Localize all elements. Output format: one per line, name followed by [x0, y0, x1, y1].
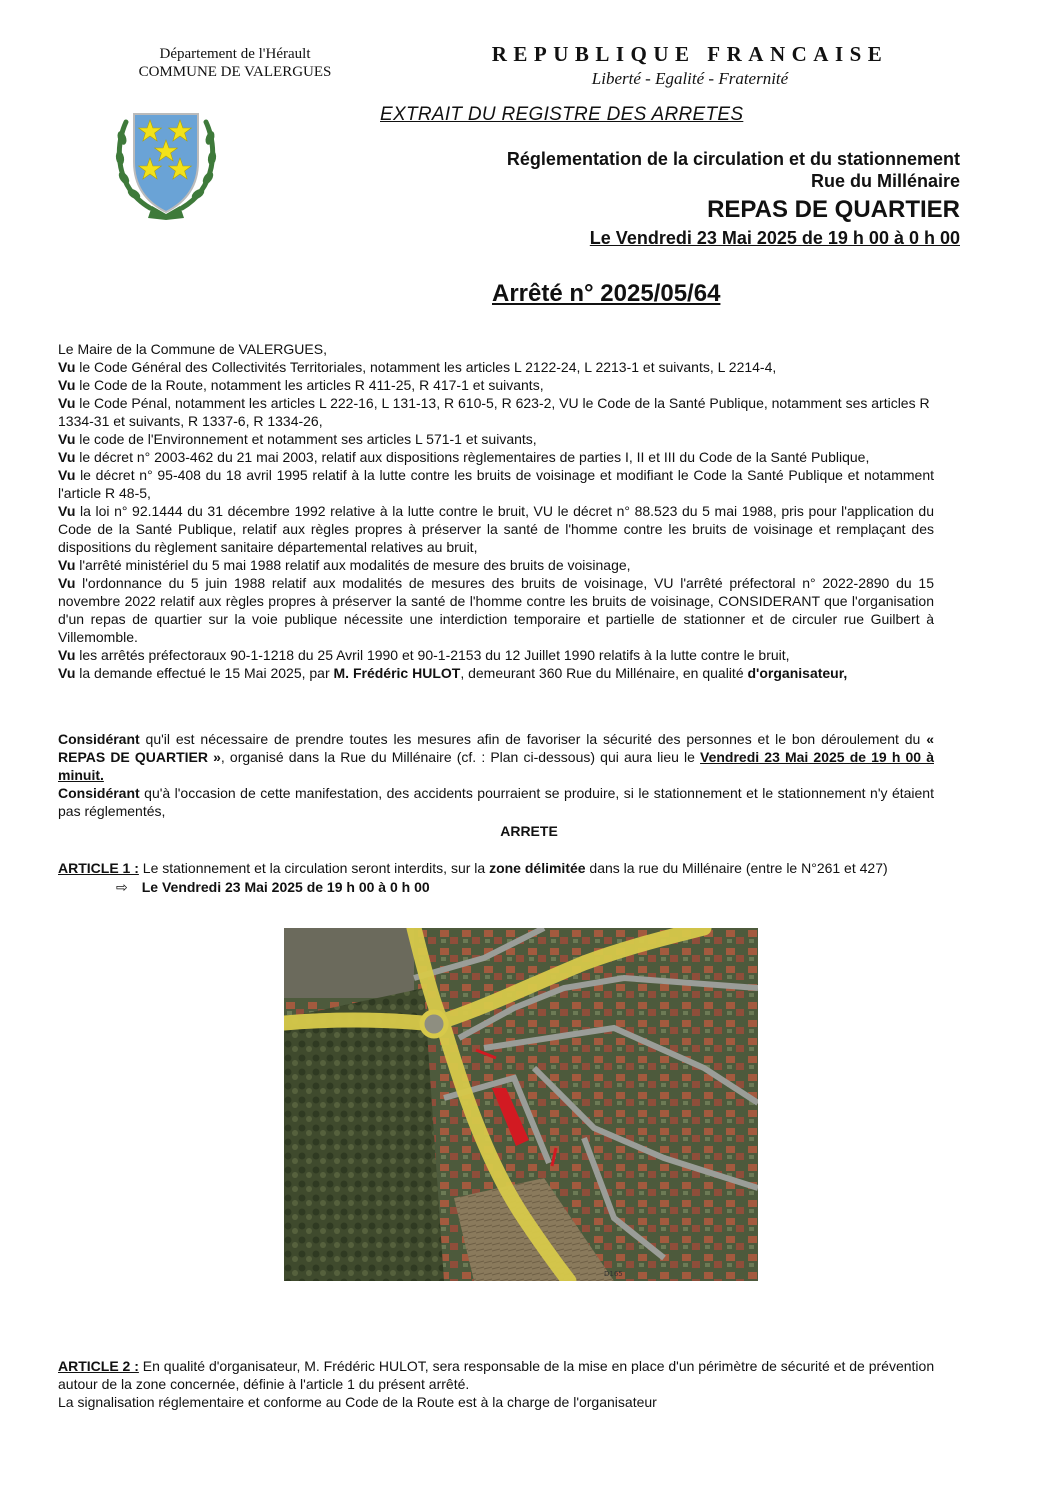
- visa-line: Vu les arrêtés préfectoraux 90-1-1218 du 25 Avril 1990 et 90-1-2153 du 12 Juillet 1990 relatifs à la lutte contre le bruit,: [58, 647, 790, 663]
- article-1-date: ⇨ Le Vendredi 23 Mai 2025 de 19 h 00 à 0 h 00: [116, 879, 430, 895]
- visa-line: Vu le Code de la Route, notamment les articles R 411-25, R 417-1 et suivants,: [58, 377, 544, 393]
- commune-text: COMMUNE DE VALERGUES: [138, 64, 332, 80]
- devise-text: Liberté - Egalité - Fraternité: [591, 69, 789, 88]
- visa-line: Vu la demande effectué le 15 Mai 2025, par M. Frédéric HULOT, demeurant 360 Rue du Millénaire, en qualité d'organisateur,: [58, 665, 848, 681]
- considerants-block: [58, 730, 934, 820]
- title-line-1: Réglementation de la circulation et du stationnement: [506, 149, 960, 169]
- departement-text: Département de l'Hérault: [159, 46, 311, 62]
- considerant-1: Considérant qu'il est nécessaire de prendre toutes les mesures afin de favoriser la sécurité des personnes et le bon déroulement du « REPAS DE QUARTIER », organisé dans la Rue du Millénaire (cf. : Plan ci-dessous) qui aura lieu le Vendredi 23 Mai 2025 de 19 h 00 à minuit.: [58, 731, 934, 783]
- visa-line: Vu la loi n° 92.1444 du 31 décembre 1992 relative à la lutte contre le bruit, VU le décret n° 88.523 du 5 mai 1988, pris pour l'application du Code de la Santé Publique, relatif aux règles propres à préserver la santé de l'homme contre les bruits de voisinage et remplaçant des dispositions du règlement sanitaire départemental relatives au bruit,: [58, 503, 934, 555]
- visa-line: Vu le décret n° 95-408 du 18 avril 1995 relatif à la lutte contre les bruits de voisinage et modifiant le Code la Santé Publique et notamment l'article R 48-5,: [58, 467, 934, 501]
- extrait-heading: EXTRAIT DU REGISTRE DES ARRETES: [380, 104, 744, 125]
- article-2-text: ARTICLE 2 : En qualité d'organisateur, M. Frédéric HULOT, sera responsable de la mise en place d'un périmètre de sécurité et de prévention autour de la zone concernée, définie à l'article 1 du présent arrêté.: [58, 1358, 935, 1392]
- arrete-heading: ARRETE: [500, 823, 558, 839]
- road-label: D165: [604, 1270, 623, 1278]
- arrow-icon: ⇨: [116, 879, 128, 895]
- article-2: [58, 1357, 958, 1411]
- title-line-2: Rue du Millénaire: [810, 171, 960, 191]
- republic-header: [400, 42, 980, 89]
- republique-title: REPUBLIQUE FRANCAISE: [491, 42, 889, 66]
- arrete-number: Arrêté n° 2025/05/64: [492, 280, 721, 307]
- visa-line: Vu le code de l'Environnement et notamment ses articles L 571-1 et suivants,: [58, 431, 537, 447]
- visa-line: Vu le Code Général des Collectivités Territoriales, notamment les articles L 2122-24, L 2213-1 et suivants, L 2214-4,: [58, 359, 777, 375]
- article-2-signalisation: La signalisation réglementaire et conforme au Code de la Route est à la charge de l'organisateur: [58, 1394, 657, 1410]
- visa-line: Vu l'ordonnance du 5 juin 1988 relatif aux modalités de mesures des bruits de voisinage, VU l'arrêté préfectoral n° 2022-2890 du 15 novembre 2022 relatif aux règles propres à préserver la santé de l'homme contre les bruits de voisinage, CONSIDERANT que l'organisation d'un repas de quartier sur la voie publique nécessite une interdiction temporaire et partielle de stationner et de circuler rue Guilbert à Villemomble.: [58, 575, 934, 645]
- visas-block: [58, 340, 934, 682]
- coat-of-arms-icon: [112, 108, 220, 224]
- visa-line: Vu l'arrêté ministériel du 5 mai 1988 relatif aux modalités de mesure des bruits de voisinage,: [58, 557, 631, 573]
- article-1-label: ARTICLE 1 :: [58, 860, 139, 876]
- visa-line: Vu le décret n° 2003-462 du 21 mai 2003, relatif aux dispositions règlementaires de parties I, II et III du Code de la Santé Publique,: [58, 449, 870, 465]
- visa-line: Vu le Code Pénal, notamment les articles L 222-16, L 131-13, R 610-5, R 623-2, VU le Code de la Santé Publique, notamment ses articles R 1334-31 et suivants, R 1337-6, R 1334-26,: [58, 395, 930, 429]
- arrete-titles: [320, 148, 960, 249]
- title-line-3: REPAS DE QUARTIER: [707, 196, 960, 223]
- maire-line: Le Maire de la Commune de VALERGUES,: [58, 341, 327, 357]
- aerial-map-image: [284, 928, 758, 1281]
- title-line-4: Le Vendredi 23 Mai 2025 de 19 h 00 à 0 h 00: [589, 228, 960, 248]
- municipality-header: [95, 45, 375, 81]
- article-2-label: ARTICLE 2 :: [58, 1358, 139, 1374]
- article-1: [58, 859, 958, 897]
- considerant-2: Considérant qu'à l'occasion de cette manifestation, des accidents pourraient se produire, si le stationnement et le stationnement n'y étaient pas réglementés,: [58, 785, 934, 819]
- article-1-text: ARTICLE 1 : Le stationnement et la circulation seront interdits, sur la zone délimitée dans la rue du Millénaire (entre le N°261 et 427): [58, 860, 888, 876]
